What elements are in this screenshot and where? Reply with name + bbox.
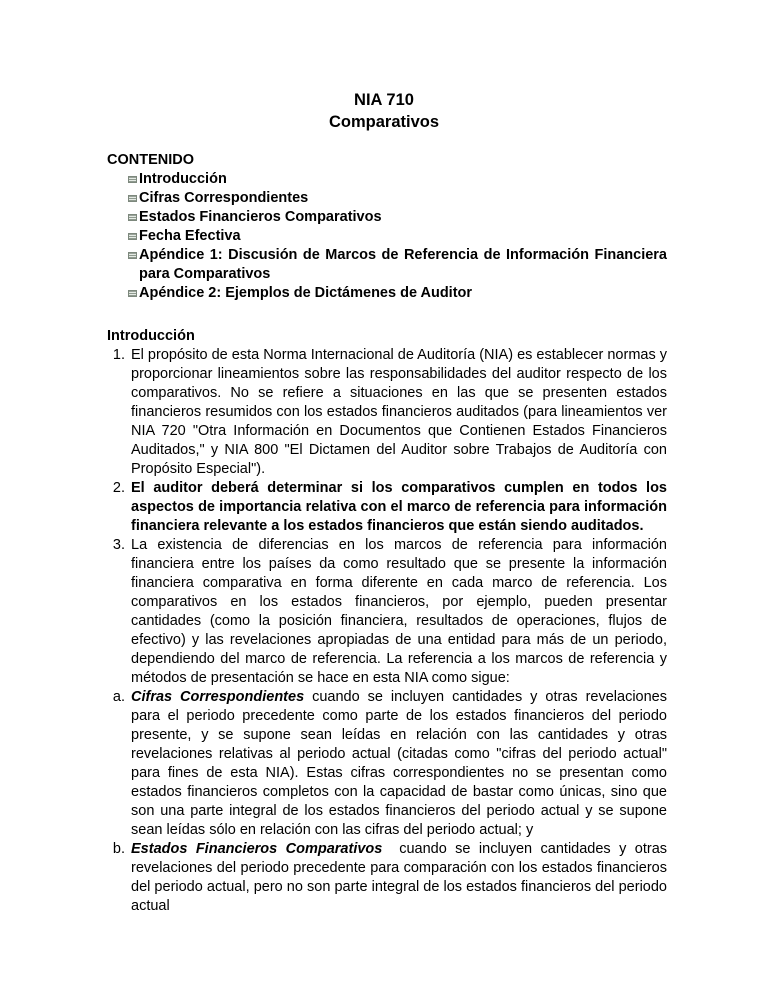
- contents-heading: CONTENIDO: [107, 152, 194, 168]
- contents-item-apendice-1[interactable]: [107, 246, 667, 284]
- paragraph-3: [107, 536, 667, 688]
- contents-item-label: Apéndice 1: Discusión de Marcos de Referencia de Información Financiera para Comparativos: [139, 247, 667, 282]
- paragraph-text: La existencia de diferencias en los marcos de referencia para información financiera entre los países da como resultado que se presente la información financiera comparativa en forma diferente en cada marco de referencia. Los comparativos en los estados financieros, por ejemplo, pueden presentar cantidades (como la posición financiera, resultados de operaciones, flujos de efectivo) y las revelaciones apropiadas de una entidad para más de un periodo, dependiendo del marco de referencia. La referencia a los marcos de referencia y métodos de presentación se hace en esta NIA como sigue:: [131, 537, 667, 686]
- contents-list: [107, 170, 667, 303]
- paragraph-marker: 2.: [112, 480, 125, 496]
- bullet-icon: [128, 195, 137, 202]
- bullet-icon: [128, 214, 137, 221]
- introduction-heading: Introducción: [107, 328, 195, 344]
- paragraph-a: [107, 688, 667, 840]
- paragraph-marker: a.: [112, 689, 125, 705]
- contents-item-label: Cifras Correspondientes: [139, 190, 309, 206]
- document-title: NIA 710: [354, 91, 414, 109]
- paragraph-2: [107, 479, 667, 536]
- contents-item-apendice-2[interactable]: [107, 284, 667, 303]
- contents-item-cifras[interactable]: [107, 189, 667, 208]
- introduction-body: [107, 346, 672, 916]
- paragraph-marker: 1.: [112, 347, 125, 363]
- bullet-icon: [128, 176, 137, 183]
- paragraph-text: El propósito de esta Norma Internacional de Auditoría (NIA) es establecer normas y proporcionar lineamientos sobre las responsabilidades del auditor respecto de los comparativos. No se refiere a situaciones en las que se presenten estados financieros resumidos con los estados financieros auditados (para lineamientos ver NIA 720 "Otra Información en Documentos que Contienen Estados Financieros Auditados," y NIA 800 "El Dictamen del Auditor sobre Trabajos de Auditoría con Propósito Especial").: [131, 347, 667, 477]
- contents-item-label: Fecha Efectiva: [139, 228, 241, 244]
- contents-item-introduccion[interactable]: [107, 170, 667, 189]
- paragraph-text: cuando se incluyen cantidades y otras revelaciones para el periodo precedente como parte de los estados financieros del periodo presente, y se supone sean leídas en relación con las cantidades y otras revelaciones relativas al periodo actual (citadas como "cifras del periodo actual" para fines de esta NIA). Estas cifras correspondientes no se presentan como estados financieros completos con la capacidad de bastar como únicas, sino que son una parte integral de los estados financieros del periodo actual y se supone sean leídas sólo en relación con las cifras del periodo actual; y: [131, 689, 667, 838]
- bullet-icon: [128, 290, 137, 297]
- paragraph-1: [107, 346, 667, 479]
- paragraph-marker: b.: [112, 841, 125, 857]
- paragraph-term: Cifras Correspondientes: [131, 689, 305, 705]
- contents-item-label: Apéndice 2: Ejemplos de Dictámenes de Auditor: [139, 285, 473, 301]
- paragraph-marker: 3.: [112, 537, 125, 553]
- contents-item-label: Introducción: [139, 171, 227, 187]
- bullet-icon: [128, 252, 137, 259]
- document-subtitle: Comparativos: [328, 113, 440, 131]
- paragraph-text: El auditor deberá determinar si los comparativos cumplen en todos los aspectos de importancia relativa con el marco de referencia para información financiera relevante a los estados financieros que están siendo auditados.: [131, 480, 667, 534]
- contents-item-fecha[interactable]: [107, 227, 667, 246]
- paragraph-term: Estados Financieros Comparativos: [131, 841, 383, 857]
- contents-item-label: Estados Financieros Comparativos: [139, 209, 382, 225]
- contents-item-estados[interactable]: [107, 208, 667, 227]
- paragraph-text: cuando se incluyen cantidades y otras revelaciones del periodo precedente para comparación con los estados financieros del periodo actual, pero no son parte integral de los estados financieros del periodo actual: [131, 841, 672, 914]
- bullet-icon: [128, 233, 137, 240]
- paragraph-b: [107, 840, 672, 916]
